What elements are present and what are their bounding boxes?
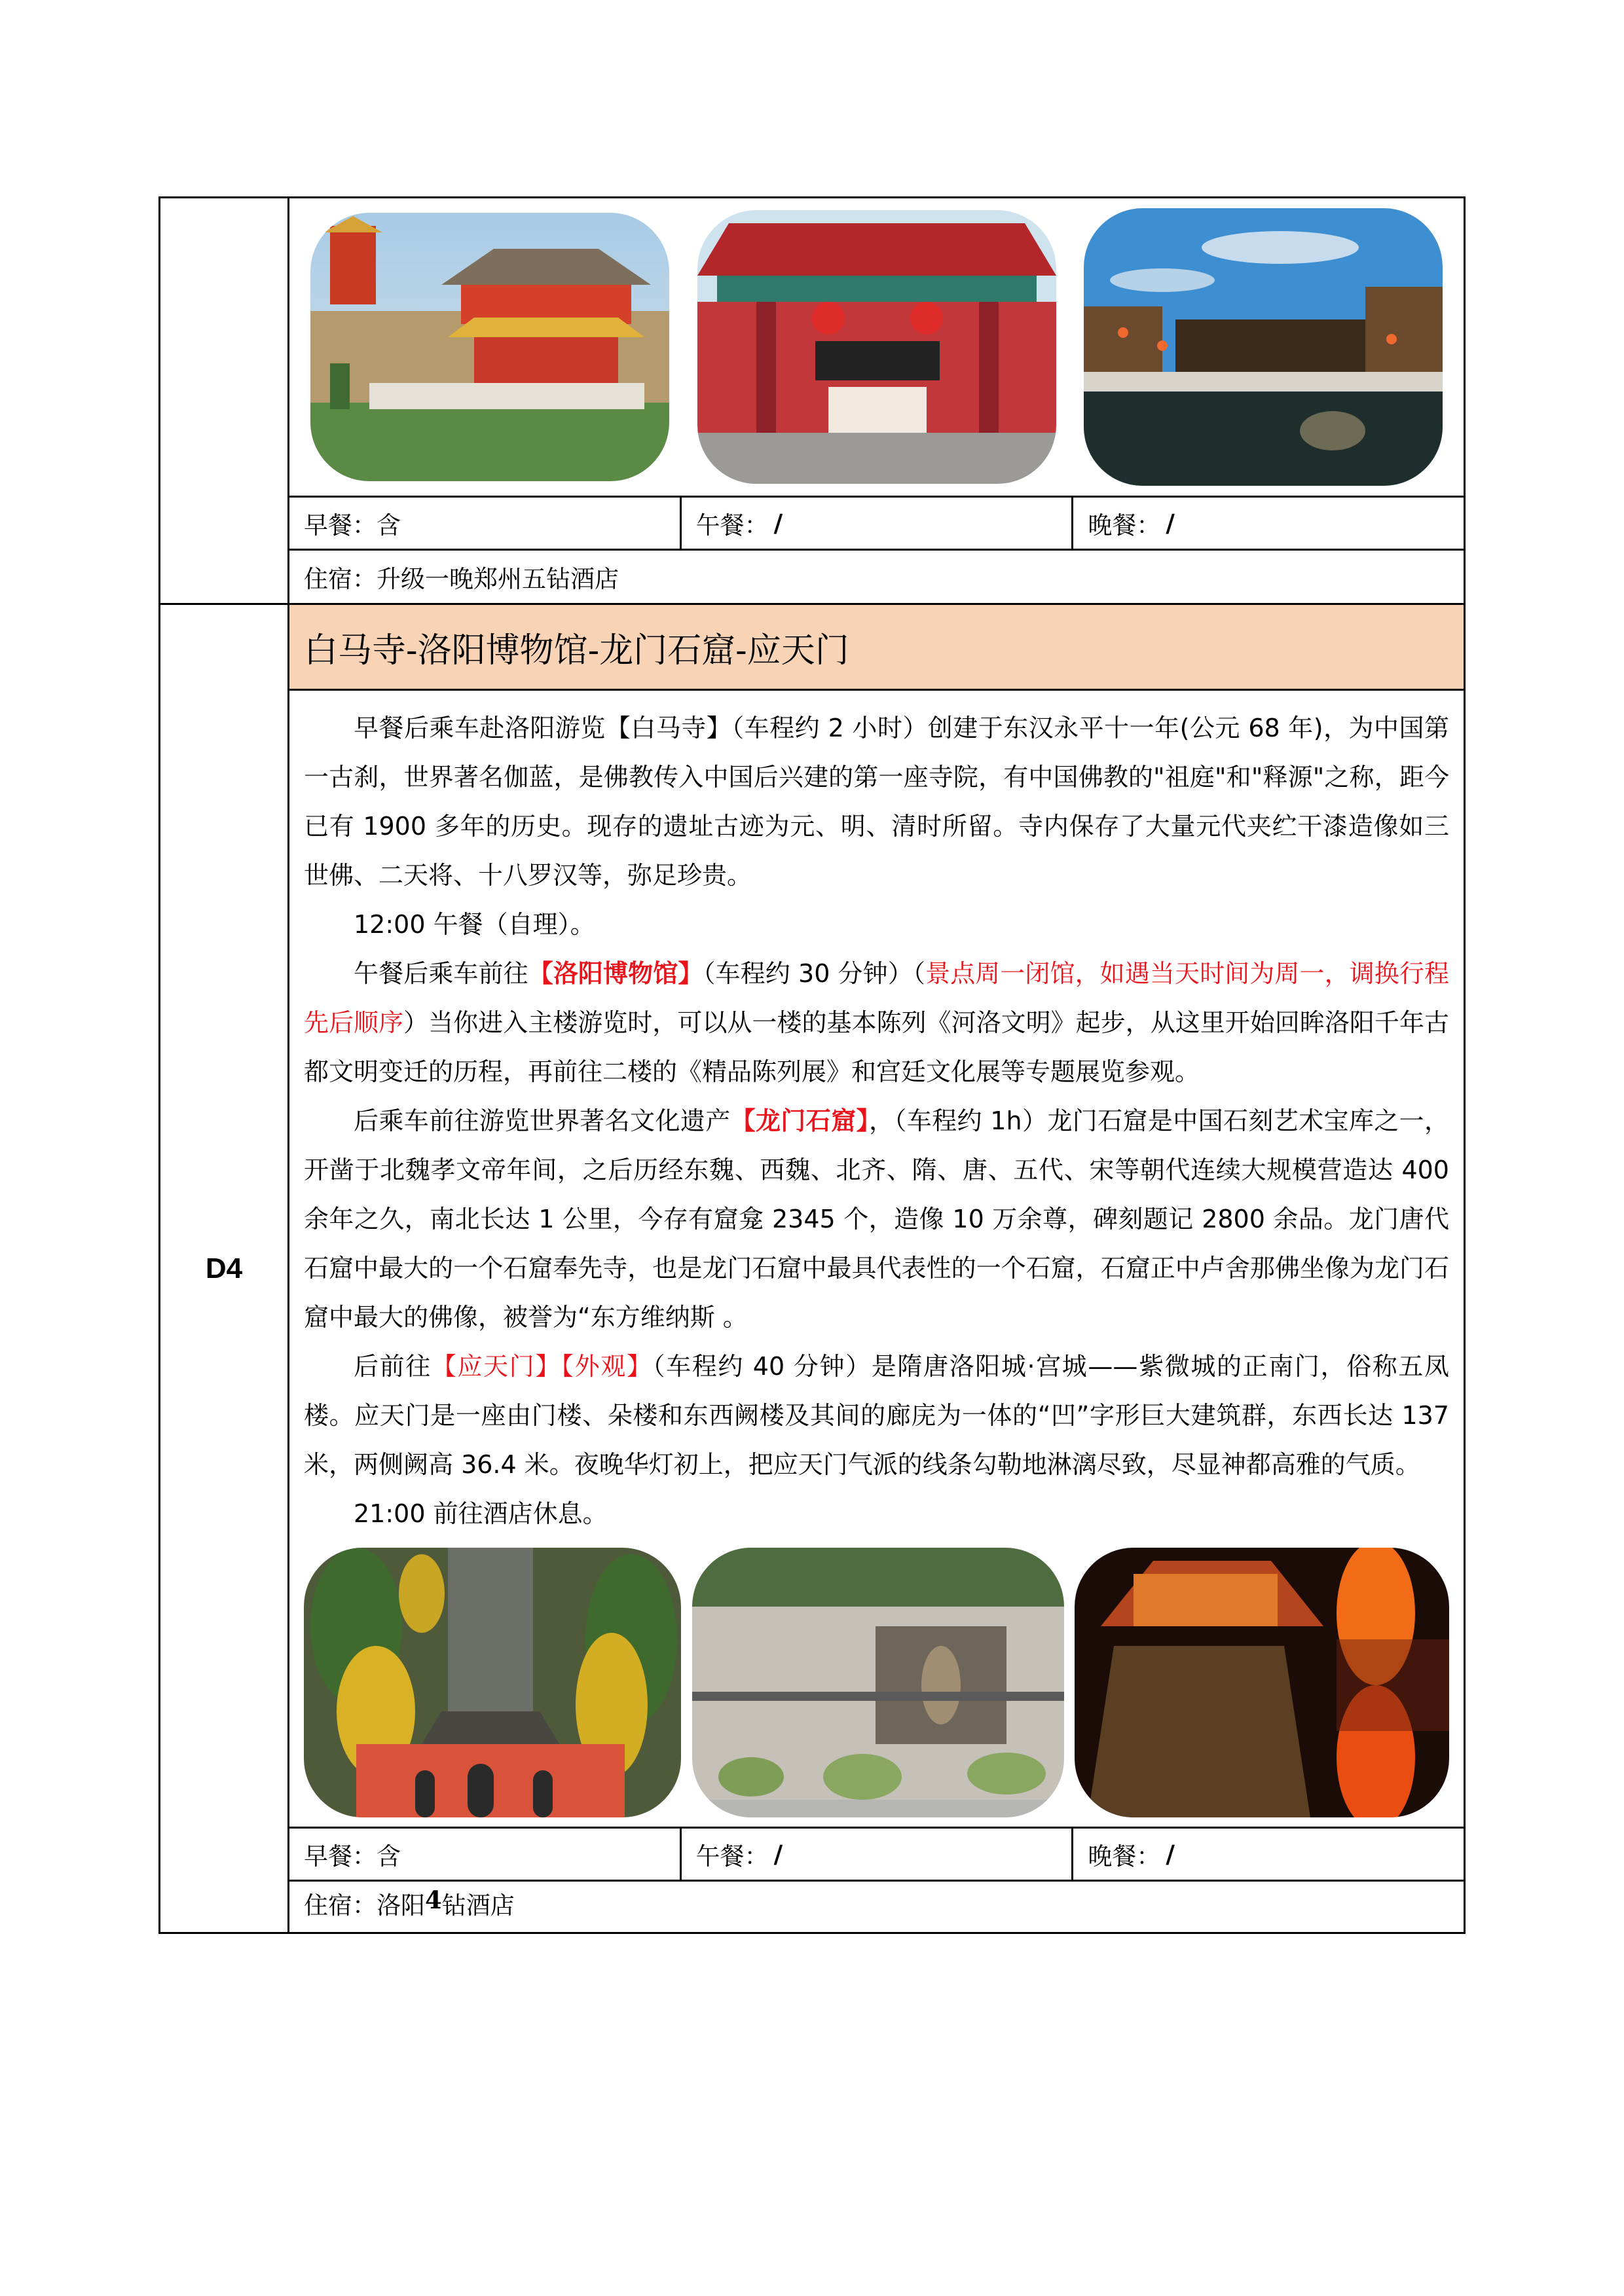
lodging-label: 住宿：洛阳 bbox=[304, 1891, 425, 1920]
day4-content bbox=[289, 605, 1464, 1932]
highlight-exterior: 【外观】 bbox=[561, 1352, 653, 1381]
breakfast-label: 早餐： bbox=[304, 1842, 377, 1870]
text: ，（车程约 1h）龙门石窟是中国石刻艺术宝库之一，开凿于北魏孝文帝年间，之后历经东魏、西魏、北齐、隋、唐、五代、宋等朝代连续大规模营造达 400 余年之久，南北长达 1 公里，今存有窟龛 2345 个，造像 10 万余尊，碑刻题记 2800 余品。龙门唐代石窟中最大的一个石窟奉先寺，也是龙门石窟中最具代表性的一个石窟，石窟正中卢舍那佛坐像为龙门石窟中最大的佛像，被誉为“东方维纳斯 。 bbox=[304, 1106, 1449, 1332]
paragraph-white-horse-temple: 早餐后乘车赴洛阳游览【白马寺】（车程约 2 小时）创建于东汉永平十一年(公元 68 年)，为中国第一古刹，世界著名伽蓝，是佛教传入中国后兴建的第一座寺院，有中国佛教的"祖庭"和"释源"之称，距今已有 1900 多年的历史。现存的遗址古迹为元、明、清时所留。寺内保存了大量元代夹纻干漆造像如三世佛、二天将、十八罗汉等，弥足珍贵。 bbox=[304, 714, 1449, 890]
breakfast-value: 含 bbox=[377, 1842, 401, 1870]
text: 后乘车前往游览世界著名文化遗产 bbox=[354, 1106, 731, 1135]
paragraph-lunch: 12:00 午餐（自理）。 bbox=[354, 910, 595, 939]
day-label: D4 bbox=[205, 1252, 243, 1285]
photo-longmen-grottoes bbox=[692, 1548, 1064, 1817]
breakfast-value: 含 bbox=[377, 511, 401, 539]
text: （车程约 30 分钟）（ bbox=[703, 959, 925, 988]
text: 午餐后乘车前往 bbox=[354, 959, 528, 988]
day4-dinner bbox=[1071, 1829, 1464, 1880]
dinner-label: 晚餐： bbox=[1088, 1842, 1161, 1870]
lodging-rest: 钻酒店 bbox=[441, 1891, 515, 1920]
day3-label-cell bbox=[160, 198, 289, 603]
day4-lodging bbox=[289, 1880, 1464, 1932]
day4-title: 白马寺-洛阳博物馆-龙门石窟-应天门 bbox=[289, 605, 1464, 691]
text: 后前往 bbox=[354, 1352, 432, 1381]
photo-yingtian-gate-night bbox=[1075, 1548, 1449, 1817]
text: ）当你进入主楼游览时，可以从一楼的基本陈列《河洛文明》起步，从这里开始回眸洛阳千年古都文明变迁的历程，再前往二楼的《精品陈列展》和宫廷文化展等专题展览参观。 bbox=[304, 1008, 1449, 1086]
itinerary-table bbox=[158, 196, 1466, 1934]
day3-meals-row bbox=[289, 496, 1464, 549]
day4-lunch bbox=[680, 1829, 1072, 1880]
lunch-label: 午餐： bbox=[695, 511, 769, 539]
day4-description bbox=[289, 691, 1464, 1539]
lunch-value: / bbox=[773, 509, 783, 538]
dinner-value: / bbox=[1166, 1840, 1175, 1868]
photo-baogong-temple-gate bbox=[697, 210, 1056, 484]
highlight-yingtian-gate: 【应天门】 bbox=[431, 1352, 562, 1381]
photo-white-horse-temple bbox=[304, 1548, 681, 1817]
paragraph-luoyang-museum bbox=[304, 949, 1449, 1097]
day3-lodging: 住宿：升级一晚郑州五钻酒店 bbox=[289, 549, 1464, 603]
day3-dinner bbox=[1071, 498, 1464, 549]
day4-meals-row bbox=[289, 1827, 1464, 1880]
text: （车程约 40 分钟）是隋唐洛阳城·宫城——紫微城的正南门，俗称五凤楼。应天门是一座由门楼、朵楼和东西阙楼及其间的廊庑为一体的“凹”字形巨大建筑群，东西长达 137 米，两侧阙高 36.4 米。夜晚华灯初上，把应天门气派的线条勾勒地淋漓尽致，尽显神都高雅的气质。 bbox=[304, 1352, 1449, 1479]
paragraph-hotel: 21:00 前往酒店休息。 bbox=[354, 1499, 608, 1528]
day3-photo-strip bbox=[289, 198, 1464, 496]
dinner-label: 晚餐： bbox=[1088, 511, 1161, 539]
paragraph-yingtian-gate bbox=[304, 1342, 1449, 1489]
closure-note: 景点周一闭馆，如遇当天时间为周一，调换行程先后顺序 bbox=[304, 959, 1449, 1037]
highlight-luoyang-museum: 【洛阳博物馆】 bbox=[528, 959, 703, 988]
dinner-value: / bbox=[1166, 509, 1175, 538]
lunch-label: 午餐： bbox=[695, 1842, 769, 1870]
day4-row bbox=[160, 603, 1464, 1932]
photo-night-pond-street bbox=[1084, 208, 1443, 486]
day4-photo-strip bbox=[289, 1539, 1464, 1827]
paragraph-longmen-grottoes bbox=[304, 1097, 1449, 1342]
day3-content bbox=[289, 198, 1464, 603]
lunch-value: / bbox=[773, 1840, 783, 1868]
day3-tail-row bbox=[160, 198, 1464, 603]
day4-breakfast bbox=[289, 1829, 680, 1880]
day4-label-cell bbox=[160, 605, 289, 1932]
day3-lunch bbox=[680, 498, 1072, 549]
photo-kaifeng-palace-lake bbox=[310, 213, 669, 481]
day3-breakfast bbox=[289, 498, 680, 549]
highlight-longmen-grottoes: 【龙门石窟】 bbox=[730, 1106, 869, 1135]
breakfast-label: 早餐： bbox=[304, 511, 377, 539]
lodging-diamond-count: 4 bbox=[425, 1886, 442, 1914]
